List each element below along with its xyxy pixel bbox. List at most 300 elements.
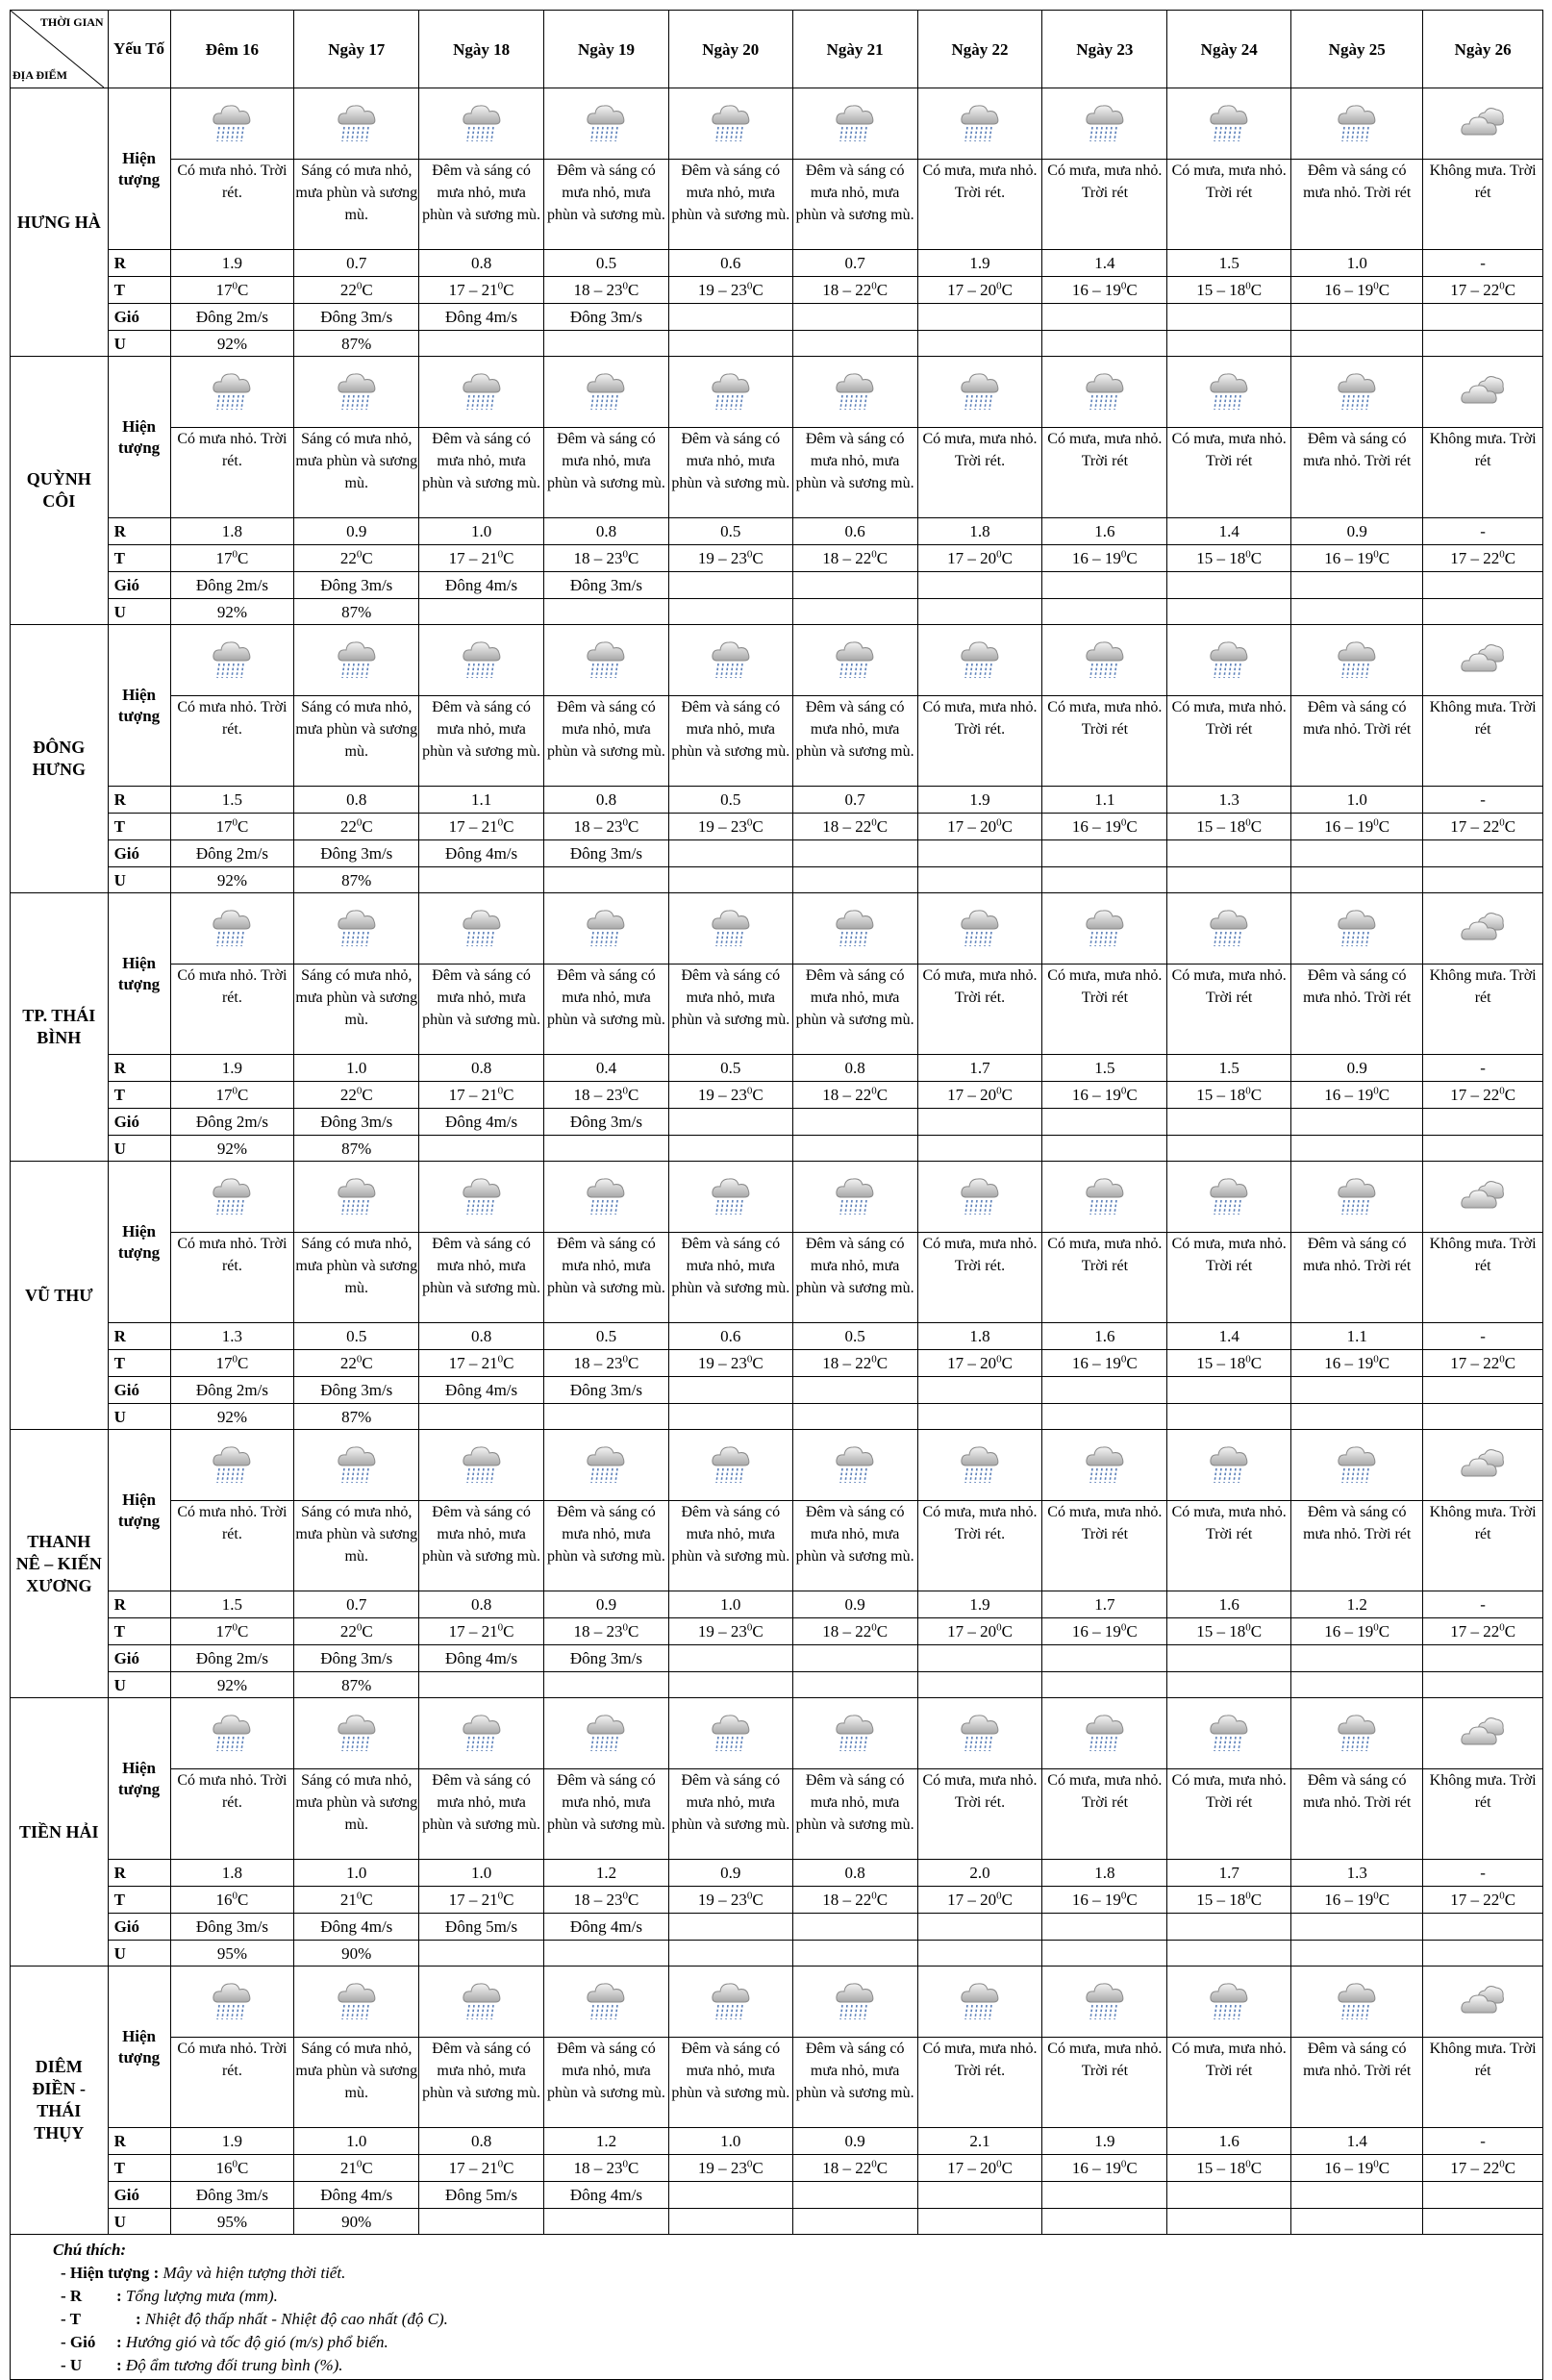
humidity-value [792,1672,917,1698]
weather-description: Có mưa, mưa nhỏ. Trời rét [1167,1501,1291,1591]
weather-description: Đêm và sáng có mưa nhỏ, mưa phùn và sương mù. [544,696,669,787]
note-sep: : [116,2356,122,2374]
humidity-value: 95% [170,2209,294,2235]
weather-description: Đêm và sáng có mưa nhỏ, mưa phùn và sương mù. [668,160,792,250]
rain-cloud-icon [461,1709,503,1759]
temperature-value: $18 - 23^0C$ [544,1887,669,1914]
humidity-value [792,599,917,625]
weather-icon-cell [1042,1967,1167,2038]
weather-icon-cell [544,1162,669,1233]
rain-cloud-icon [461,904,503,954]
weather-description: Đêm và sáng có mưa nhỏ. Trời rét [1291,2038,1423,2128]
rain-label: R [108,1860,170,1887]
weather-icon-cell [1291,1698,1423,1769]
wind-value [917,572,1042,599]
rain-row [11,250,1543,277]
rain-cloud-icon [1084,99,1126,149]
rain-value: 0.9 [668,1860,792,1887]
weather-icon-cell [917,1967,1042,2038]
wind-value: Đông 4m/s [544,1914,669,1941]
humidity-value [544,1404,669,1430]
temperature-row [11,1350,1543,1377]
rain-value: 1.6 [1042,1323,1167,1350]
rain-value: 1.2 [544,1860,669,1887]
temperature-value: $15 - 18^0C$ [1167,1618,1291,1645]
weather-icon-cell [419,1430,544,1501]
note-item [61,2308,1542,2331]
wind-label: Gió [108,1109,170,1136]
weather-icon-cell [294,1430,419,1501]
temperature-value: $17 - 21^0C$ [419,277,544,304]
temperature-value: $16 - 19^0C$ [1291,277,1423,304]
temperature-label: T [108,1887,170,1914]
humidity-value [917,331,1042,357]
humidity-value [1291,1672,1423,1698]
weather-icon-cell [668,88,792,160]
phenomenon-label: Hiện tượng [108,1162,170,1323]
wind-value [917,1645,1042,1672]
weather-description: Không mưa. Trời rét [1423,965,1543,1055]
rain-value: 0.8 [419,1055,544,1082]
day-header: Ngày 19 [544,11,669,88]
rain-value: - [1423,250,1543,277]
rain-value: 1.3 [170,1323,294,1350]
temperature-row [11,545,1543,572]
weather-description: Sáng có mưa nhỏ, mưa phùn và sương mù. [294,1501,419,1591]
humidity-value [917,1672,1042,1698]
phenomenon-text-row [11,1501,1543,1591]
rain-cloud-icon [834,904,876,954]
notes-title: Chú thích: [53,2241,127,2259]
wind-value: Đông 5m/s [419,1914,544,1941]
rain-cloud-icon [585,1441,627,1491]
rain-value: 1.4 [1042,250,1167,277]
rain-value: 1.6 [1042,518,1167,545]
humidity-value [544,867,669,893]
weather-description: Sáng có mưa nhỏ, mưa phùn và sương mù. [294,965,419,1055]
humidity-row [11,599,1543,625]
temperature-value: $18 - 22^0C$ [792,545,917,572]
forecast-table [10,10,1543,2235]
weather-icon-cell [1042,1698,1167,1769]
temperature-label: T [108,1350,170,1377]
temperature-value: $17^0C$ [170,814,294,840]
rain-cloud-icon [211,636,253,686]
humidity-value: 90% [294,2209,419,2235]
temperature-value: $17 - 21^0C$ [419,1887,544,1914]
wind-value [1423,2182,1543,2209]
wind-value [1042,840,1167,867]
humidity-value [917,867,1042,893]
weather-description: Sáng có mưa nhỏ, mưa phùn và sương mù. [294,1769,419,1860]
rain-cloud-icon [461,1441,503,1491]
weather-description: Có mưa, mưa nhỏ. Trời rét. [917,696,1042,787]
rain-value: 0.7 [792,787,917,814]
humidity-value [792,1941,917,1967]
weather-icon-cell [917,893,1042,965]
phenomenon-text-row [11,2038,1543,2128]
temperature-value: $17 - 20^0C$ [917,545,1042,572]
rain-cloud-icon [1208,636,1250,686]
weather-description: Đêm và sáng có mưa nhỏ, mưa phùn và sương mù. [668,1769,792,1860]
wind-value [792,1645,917,1672]
humidity-row [11,2209,1543,2235]
rain-cloud-icon [1084,1977,1126,2027]
rain-value: 1.5 [170,787,294,814]
humidity-label: U [108,331,170,357]
wind-value: Đông 3m/s [294,1645,419,1672]
temperature-value: $16 - 19^0C$ [1291,1887,1423,1914]
humidity-value [1042,599,1167,625]
note-text: Mây và hiện tượng thời tiết. [163,2264,346,2282]
temperature-row [11,2155,1543,2182]
humidity-label: U [108,1404,170,1430]
weather-description: Không mưa. Trời rét [1423,1501,1543,1591]
note-key: - Hiện tượng : [61,2264,160,2282]
temperature-value: $22^0C$ [294,1350,419,1377]
weather-icon-cell [1042,88,1167,160]
temperature-value: $18 - 22^0C$ [792,1082,917,1109]
phenomenon-text-row [11,160,1543,250]
temperature-value: $17 - 20^0C$ [917,1350,1042,1377]
rain-value: 2.0 [917,1860,1042,1887]
temperature-value: $17 - 20^0C$ [917,1618,1042,1645]
weather-icon-cell [1291,357,1423,428]
humidity-value [668,1136,792,1162]
note-text: Hướng gió và tốc độ gió (m/s) phổ biến. [125,2333,388,2351]
wind-value: Đông 3m/s [544,304,669,331]
rain-value: 0.8 [419,2128,544,2155]
wind-value: Đông 4m/s [419,1109,544,1136]
weather-icon-cell [668,625,792,696]
temperature-value: $17 - 22^0C$ [1423,1887,1543,1914]
wind-value [668,840,792,867]
rain-row [11,518,1543,545]
weather-icon-cell [1167,625,1291,696]
wind-value [668,1645,792,1672]
weather-description: Đêm và sáng có mưa nhỏ, mưa phùn và sương mù. [419,965,544,1055]
wind-value: Đông 4m/s [419,1645,544,1672]
humidity-value [1167,1941,1291,1967]
temperature-value: $17 - 21^0C$ [419,1082,544,1109]
weather-description: Có mưa, mưa nhỏ. Trời rét. [917,1501,1042,1591]
rain-value: 1.5 [1167,250,1291,277]
wind-value [792,304,917,331]
day-header: Ngày 23 [1042,11,1167,88]
humidity-value [544,1136,669,1162]
cloudy-icon [1460,1980,1506,2024]
humidity-value [792,1136,917,1162]
rain-value: 0.5 [544,250,669,277]
weather-icon-cell [170,1967,294,2038]
weather-description: Sáng có mưa nhỏ, mưa phùn và sương mù. [294,696,419,787]
rain-cloud-icon [1208,99,1250,149]
cloudy-icon [1460,1175,1506,1219]
weather-description: Đêm và sáng có mưa nhỏ. Trời rét [1291,1501,1423,1591]
temperature-value: $16 - 19^0C$ [1042,545,1167,572]
rain-cloud-icon [959,636,1001,686]
rain-value: 0.8 [544,518,669,545]
rain-row [11,1860,1543,1887]
weather-description: Đêm và sáng có mưa nhỏ, mưa phùn và sương mù. [544,1233,669,1323]
rain-value: 1.7 [1167,1860,1291,1887]
humidity-value [1291,599,1423,625]
phenomenon-icon-row [11,88,1543,160]
rain-value: 0.9 [1291,518,1423,545]
location-name: HƯNG HÀ [11,88,109,357]
phenomenon-icon-row [11,1698,1543,1769]
weather-description: Đêm và sáng có mưa nhỏ, mưa phùn và sương mù. [419,1233,544,1323]
rain-label: R [108,250,170,277]
rain-value: 1.7 [1042,1591,1167,1618]
humidity-value [1423,2209,1543,2235]
weather-description: Đêm và sáng có mưa nhỏ. Trời rét [1291,1233,1423,1323]
temperature-row [11,1618,1543,1645]
humidity-value: 92% [170,1672,294,1698]
temperature-value: $18 - 23^0C$ [544,1082,669,1109]
rain-value: 1.4 [1167,518,1291,545]
rain-cloud-icon [211,367,253,417]
rain-cloud-icon [461,367,503,417]
cloudy-icon [1460,639,1506,683]
humidity-label: U [108,599,170,625]
location-name: TIỀN HẢI [11,1698,109,1967]
temperature-value: $17 - 22^0C$ [1423,1082,1543,1109]
temperature-value: $17 - 20^0C$ [917,1082,1042,1109]
weather-icon-cell [1167,893,1291,965]
temperature-value: $19 - 23^0C$ [668,545,792,572]
phenomenon-text-row [11,1769,1543,1860]
weather-description: Sáng có mưa nhỏ, mưa phùn và sương mù. [294,428,419,518]
wind-value: Đông 5m/s [419,2182,544,2209]
rain-cloud-icon [834,99,876,149]
weather-icon-cell [668,1162,792,1233]
rain-cloud-icon [336,1441,378,1491]
humidity-value [544,599,669,625]
corner-header [11,11,109,88]
rain-value: 0.5 [668,518,792,545]
weather-icon-cell [294,1162,419,1233]
weather-description: Không mưa. Trời rét [1423,1233,1543,1323]
humidity-label: U [108,2209,170,2235]
weather-icon-cell [544,357,669,428]
rain-cloud-icon [1084,1709,1126,1759]
temperature-value: $17 - 21^0C$ [419,1618,544,1645]
weather-description: Đêm và sáng có mưa nhỏ, mưa phùn và sương mù. [792,1501,917,1591]
rain-value: 0.6 [792,518,917,545]
humidity-value [1042,331,1167,357]
phenomenon-label: Hiện tượng [108,625,170,787]
weather-icon-cell [668,357,792,428]
rain-label: R [108,1323,170,1350]
weather-description: Có mưa, mưa nhỏ. Trời rét [1167,1233,1291,1323]
weather-description: Đêm và sáng có mưa nhỏ. Trời rét [1291,1769,1423,1860]
rain-cloud-icon [834,367,876,417]
wind-value [917,304,1042,331]
rain-cloud-icon [461,1977,503,2027]
weather-description: Có mưa, mưa nhỏ. Trời rét [1167,965,1291,1055]
day-header: Ngày 18 [419,11,544,88]
temperature-value: $16 - 19^0C$ [1042,814,1167,840]
rain-value: 1.9 [170,250,294,277]
wind-value [1167,840,1291,867]
weather-description: Đêm và sáng có mưa nhỏ, mưa phùn và sương mù. [419,2038,544,2128]
temperature-value: $17 - 20^0C$ [917,1887,1042,1914]
rain-value: 1.1 [1042,787,1167,814]
rain-value: 1.0 [668,2128,792,2155]
humidity-value [419,1941,544,1967]
humidity-value [1423,867,1543,893]
weather-icon-cell [544,1967,669,2038]
weather-description: Có mưa, mưa nhỏ. Trời rét [1167,160,1291,250]
rain-value: 0.9 [792,1591,917,1618]
humidity-value: 92% [170,331,294,357]
humidity-value: 87% [294,1404,419,1430]
rain-cloud-icon [834,1709,876,1759]
temperature-value: $21^0C$ [294,2155,419,2182]
wind-value [1423,572,1543,599]
phenomenon-icon-row [11,357,1543,428]
rain-cloud-icon [585,904,627,954]
weather-icon-cell [294,88,419,160]
rain-cloud-icon [959,1441,1001,1491]
wind-row [11,2182,1543,2209]
weather-icon-cell [1423,1430,1543,1501]
rain-cloud-icon [959,99,1001,149]
weather-description: Đêm và sáng có mưa nhỏ, mưa phùn và sương mù. [792,696,917,787]
temperature-value: $16 - 19^0C$ [1291,545,1423,572]
rain-value: 0.5 [668,1055,792,1082]
weather-description: Không mưa. Trời rét [1423,160,1543,250]
weather-icon-cell [1167,357,1291,428]
temperature-label: T [108,1082,170,1109]
humidity-value [419,1404,544,1430]
weather-description: Sáng có mưa nhỏ, mưa phùn và sương mù. [294,160,419,250]
humidity-value [792,331,917,357]
weather-description: Có mưa, mưa nhỏ. Trời rét. [917,965,1042,1055]
cloudy-icon [1460,1443,1506,1488]
wind-value [792,572,917,599]
wind-value [1042,1645,1167,1672]
humidity-value [668,1941,792,1967]
wind-value: Đông 4m/s [294,1914,419,1941]
temperature-value: $18 - 22^0C$ [792,1887,917,1914]
wind-value [1291,1377,1423,1404]
humidity-value [1167,867,1291,893]
wind-value: Đông 3m/s [170,1914,294,1941]
wind-value [792,840,917,867]
humidity-value [1291,331,1423,357]
note-text: Nhiệt độ thấp nhất - Nhiệt độ cao nhất (độ C). [144,2310,448,2328]
humidity-value: 87% [294,1136,419,1162]
rain-value: 0.5 [294,1323,419,1350]
humidity-row [11,1404,1543,1430]
temperature-value: $18 - 23^0C$ [544,1350,669,1377]
wind-label: Gió [108,304,170,331]
temperature-value: $18 - 22^0C$ [792,2155,917,2182]
rain-value: 1.1 [419,787,544,814]
humidity-value [544,1941,669,1967]
wind-label: Gió [108,1914,170,1941]
wind-value [1291,2182,1423,2209]
weather-icon-cell [792,357,917,428]
wind-row [11,1109,1543,1136]
humidity-row [11,331,1543,357]
temperature-value: $16^0C$ [170,2155,294,2182]
wind-value [1042,1914,1167,1941]
rain-cloud-icon [211,904,253,954]
weather-icon-cell [1423,1162,1543,1233]
temperature-value: $17 - 21^0C$ [419,545,544,572]
corner-time-label: THỜI GIAN [39,15,104,29]
wind-value [668,304,792,331]
rain-cloud-icon [585,99,627,149]
weather-icon-cell [792,1430,917,1501]
location-name: VŨ THƯ [11,1162,109,1430]
weather-icon-cell [1042,357,1167,428]
weather-icon-cell [917,1162,1042,1233]
temperature-value: $16 - 19^0C$ [1042,1618,1167,1645]
weather-icon-cell [170,357,294,428]
rain-value: 1.0 [294,1055,419,1082]
rain-cloud-icon [336,904,378,954]
wind-value [792,2182,917,2209]
rain-value: 0.7 [294,250,419,277]
rain-value: - [1423,1055,1543,1082]
temperature-value: $17 - 21^0C$ [419,2155,544,2182]
wind-value [917,1109,1042,1136]
temperature-value: $17^0C$ [170,1350,294,1377]
rain-row [11,1055,1543,1082]
rain-cloud-icon [1208,904,1250,954]
humidity-value [792,1404,917,1430]
day-header: Ngày 25 [1291,11,1423,88]
weather-icon-cell [1291,88,1423,160]
wind-value: Đông 4m/s [419,840,544,867]
weather-description: Có mưa, mưa nhỏ. Trời rét [1042,1769,1167,1860]
rain-value: 1.0 [294,1860,419,1887]
rain-cloud-icon [1336,1441,1378,1491]
weather-icon-cell [1167,1698,1291,1769]
weather-icon-cell [544,1430,669,1501]
wind-row [11,840,1543,867]
rain-value: 1.1 [1291,1323,1423,1350]
humidity-value: 92% [170,1136,294,1162]
weather-description: Có mưa, mưa nhỏ. Trời rét [1167,696,1291,787]
rain-value: 1.3 [1167,787,1291,814]
rain-label: R [108,518,170,545]
weather-description: Có mưa, mưa nhỏ. Trời rét [1042,1233,1167,1323]
rain-label: R [108,1055,170,1082]
note-sep: : [116,2287,122,2305]
rain-value: 0.9 [1291,1055,1423,1082]
weather-description: Đêm và sáng có mưa nhỏ, mưa phùn và sương mù. [792,160,917,250]
rain-cloud-icon [1336,636,1378,686]
rain-label: R [108,1591,170,1618]
weather-icon-cell [1042,893,1167,965]
temperature-row [11,1887,1543,1914]
temperature-value: $17 - 22^0C$ [1423,1618,1543,1645]
humidity-value [668,331,792,357]
weather-description: Có mưa nhỏ. Trời rét. [170,696,294,787]
weather-icon-cell [668,893,792,965]
temperature-value: $17 - 21^0C$ [419,1350,544,1377]
humidity-label: U [108,867,170,893]
weather-description: Không mưa. Trời rét [1423,428,1543,518]
weather-icon-cell [294,1698,419,1769]
humidity-value [419,1672,544,1698]
temperature-value: $17 - 21^0C$ [419,814,544,840]
